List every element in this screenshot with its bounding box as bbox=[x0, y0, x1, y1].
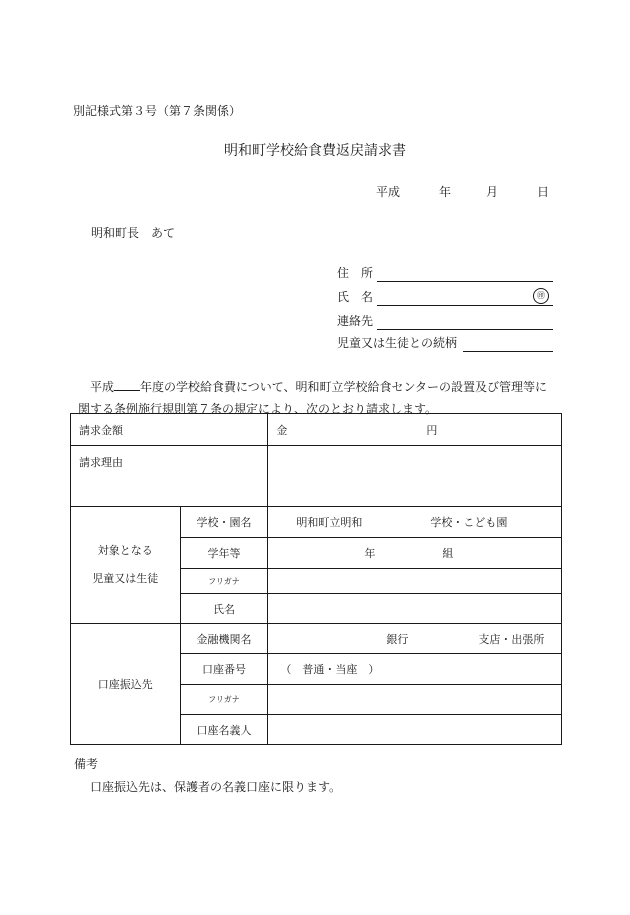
notes-text: 口座振込先は、保護者の名義口座に限ります。 bbox=[90, 780, 342, 794]
table-row bbox=[71, 446, 562, 507]
account-holder-label: 口座名義人 bbox=[180, 715, 268, 745]
seal-icon: ㊞ bbox=[533, 288, 549, 304]
account-number-label: 口座番号 bbox=[180, 654, 268, 685]
amount-prefix: 金 bbox=[276, 423, 288, 437]
account-furigana-cell[interactable] bbox=[268, 685, 562, 715]
account-number-cell[interactable] bbox=[268, 654, 562, 685]
request-table bbox=[70, 413, 562, 745]
student-name-label: 氏名 bbox=[180, 594, 268, 624]
date-era: 平成 bbox=[376, 185, 401, 199]
statement-era: 平成 bbox=[90, 380, 115, 394]
date-day-label: 日 bbox=[537, 185, 550, 199]
applicant-name-row bbox=[337, 288, 553, 306]
reason-label: 請求理由 bbox=[71, 446, 268, 507]
table-row bbox=[71, 624, 562, 654]
grade-class: 組 bbox=[442, 547, 454, 560]
account-holder-cell[interactable] bbox=[268, 715, 562, 745]
account-furigana-label: フリガナ bbox=[180, 685, 268, 715]
school-cell[interactable] bbox=[268, 507, 562, 538]
addressee: 明和町長 あて bbox=[91, 226, 176, 240]
applicant-address-row bbox=[337, 264, 553, 282]
notes-heading: 備考 bbox=[74, 757, 99, 771]
amount-unit: 円 bbox=[426, 423, 438, 437]
amount-cell[interactable] bbox=[268, 414, 562, 446]
name-field-line[interactable] bbox=[377, 305, 553, 306]
bank-label: 金融機関名 bbox=[180, 624, 268, 654]
bank-cell[interactable] bbox=[268, 624, 562, 654]
applicant-relation-row bbox=[337, 334, 553, 352]
date-month-label: 月 bbox=[486, 185, 499, 199]
student-name-cell[interactable] bbox=[268, 594, 562, 624]
statement-line2: 関する条例施行規則第７条の規定により、次のとおり請求します。 bbox=[78, 402, 438, 416]
form-number: 別記様式第３号（第７条関係） bbox=[73, 104, 242, 118]
table-row bbox=[71, 507, 562, 538]
amount-label: 請求金額 bbox=[71, 414, 268, 446]
document-title: 明和町学校給食費返戻請求書 bbox=[224, 143, 406, 159]
contact-label: 連絡先 bbox=[337, 314, 374, 328]
name-label: 氏 名 bbox=[337, 290, 374, 304]
grade-cell[interactable] bbox=[268, 538, 562, 569]
target-group-line1: 対象となる bbox=[97, 544, 153, 557]
school-prefix: 明和町立明和 bbox=[296, 516, 363, 529]
target-group-label bbox=[71, 507, 181, 624]
fiscal-year-blank[interactable] bbox=[114, 378, 140, 391]
branch-text: 支店・出張所 bbox=[478, 632, 545, 646]
school-suffix: 学校・こども園 bbox=[430, 516, 508, 529]
target-group-line2: 児童又は生徒 bbox=[92, 572, 159, 585]
date-year-label: 年 bbox=[439, 185, 452, 199]
grade-year: 年 bbox=[364, 547, 376, 560]
relation-label: 児童又は生徒との続柄 bbox=[337, 336, 458, 350]
bank-text: 銀行 bbox=[386, 632, 409, 646]
student-furigana-cell[interactable] bbox=[268, 569, 562, 594]
address-field-line[interactable] bbox=[377, 281, 553, 282]
reason-cell[interactable] bbox=[268, 446, 562, 507]
grade-label: 学年等 bbox=[180, 538, 268, 569]
statement-line1: 年度の学校給食費について、明和町立学校給食センターの設置及び管理等に bbox=[140, 380, 548, 394]
relation-field-line[interactable] bbox=[463, 351, 553, 352]
account-type-text: （ 普通・当座 ） bbox=[280, 663, 380, 676]
applicant-contact-row bbox=[337, 312, 553, 330]
address-label: 住 所 bbox=[337, 266, 374, 280]
table-row bbox=[71, 414, 562, 446]
school-label: 学校・園名 bbox=[180, 507, 268, 538]
student-furigana-label: フリガナ bbox=[180, 569, 268, 594]
contact-field-line[interactable] bbox=[377, 329, 553, 330]
account-group-label: 口座振込先 bbox=[71, 624, 181, 745]
